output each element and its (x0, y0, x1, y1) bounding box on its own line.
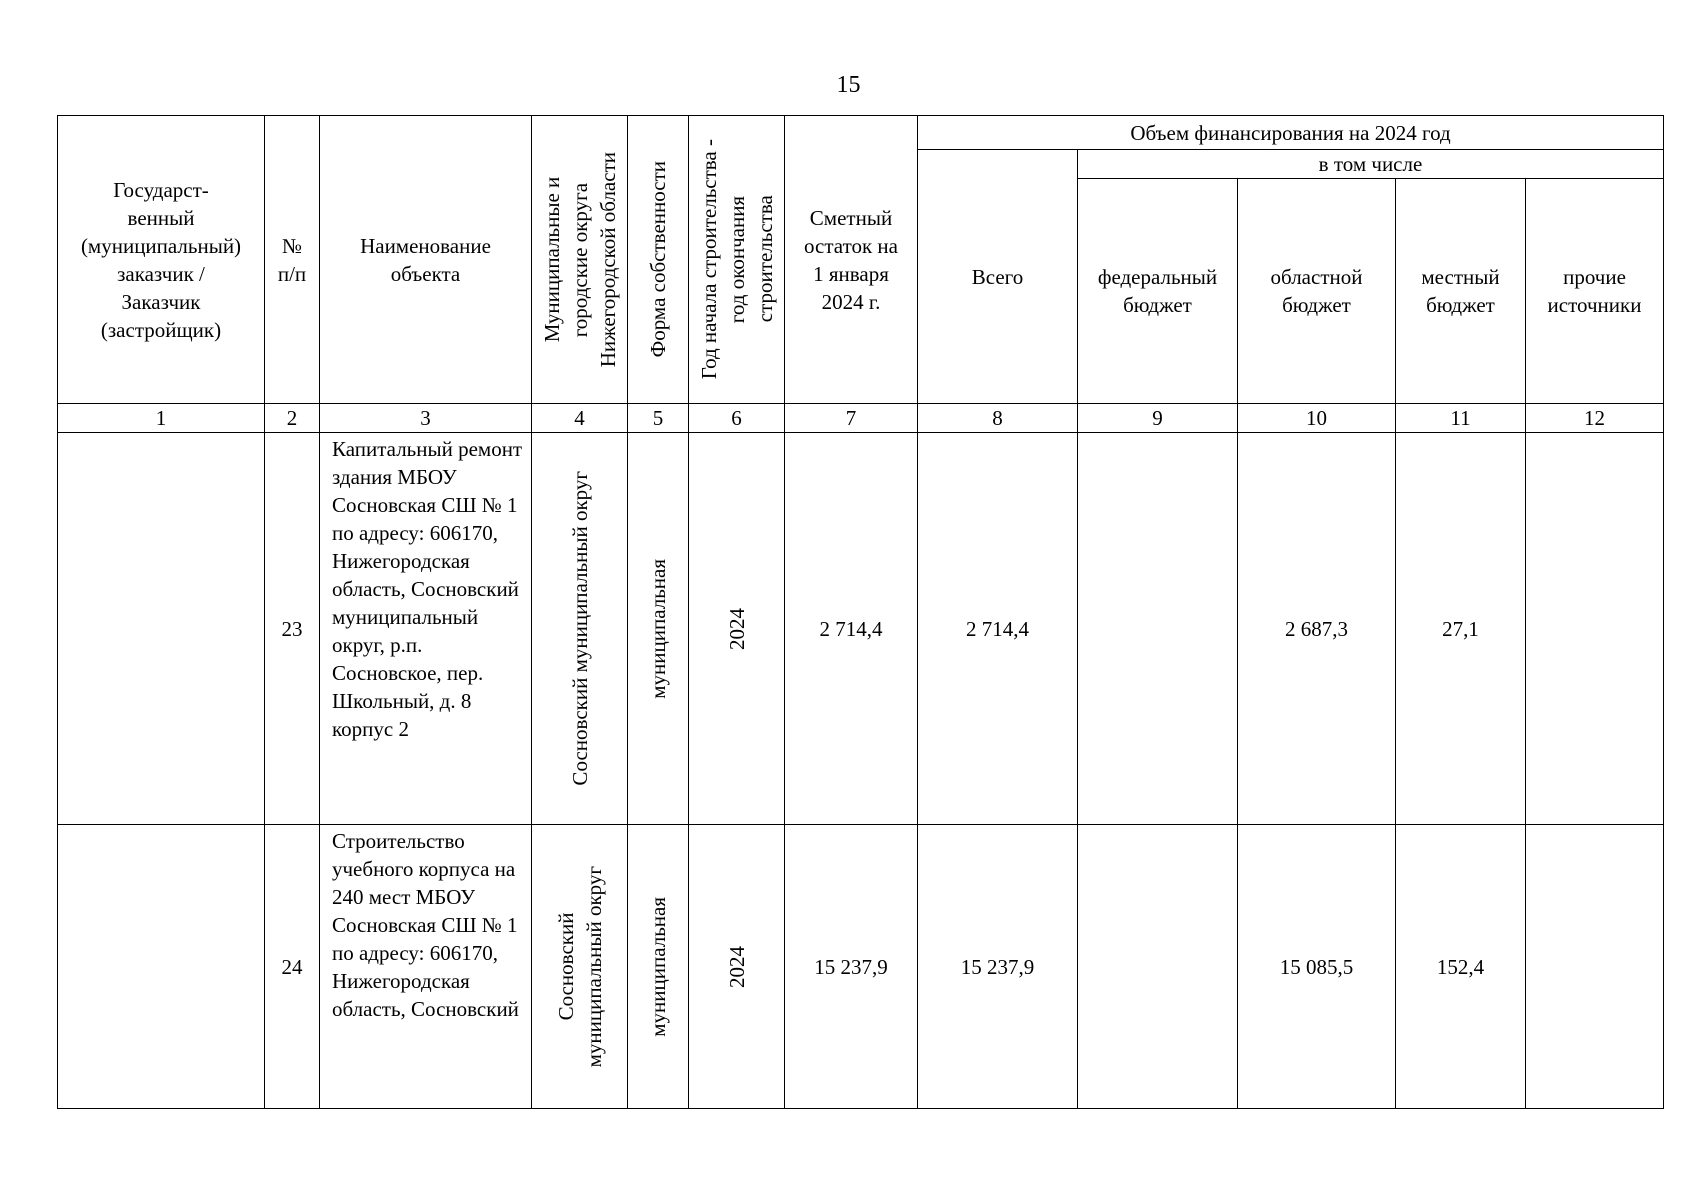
column-number: 1 (58, 404, 265, 433)
row-remaining: 2 714,4 (785, 433, 918, 825)
column-number: 7 (785, 404, 918, 433)
row-name: Капитальный ремонт здания МБОУ Сосновская СШ № 1 по адресу: 606170, Нижегородская область, Сосновский муниципальный округ, р.п. Сосновское, пер. Школьный, д. 8 корпус 2 (320, 433, 532, 825)
row-local: 152,4 (1396, 825, 1526, 1109)
row-district (532, 825, 628, 1109)
header-customer: Государст- венный (муниципальный) заказчик / Заказчик (застройщик) (58, 116, 265, 404)
row-local: 27,1 (1396, 433, 1526, 825)
row-customer (58, 825, 265, 1109)
row-year-text: 2024 (724, 607, 749, 650)
header-local: местный бюджет (1396, 179, 1526, 404)
header-other: прочие источники (1526, 179, 1664, 404)
column-number: 5 (628, 404, 689, 433)
column-number: 9 (1078, 404, 1238, 433)
row-year (689, 433, 785, 825)
row-num: 24 (265, 825, 320, 1109)
row-district-text: Сосновский муниципальный округ (553, 865, 606, 1068)
column-numbers-row (58, 404, 1664, 433)
row-num: 23 (265, 433, 320, 825)
column-number: 11 (1396, 404, 1526, 433)
column-number: 2 (265, 404, 320, 433)
row-remaining: 15 237,9 (785, 825, 918, 1109)
row-name: Строительство учебного корпуса на 240 мест МБОУ Сосновская СШ № 1 по адресу: 606170, Нижегородская область, Сосновский (320, 825, 532, 1109)
column-number: 3 (320, 404, 532, 433)
row-ownership (628, 825, 689, 1109)
row-total: 15 237,9 (918, 825, 1078, 1109)
header-ownership-text: Форма собственности (646, 161, 670, 358)
row-district (532, 433, 628, 825)
header-including: в том числе (1078, 150, 1664, 179)
column-number: 12 (1526, 404, 1664, 433)
header-ownership (628, 116, 689, 404)
header-total: Всего (918, 150, 1078, 404)
row-year-text: 2024 (724, 945, 749, 988)
row-customer (58, 433, 265, 825)
column-number: 8 (918, 404, 1078, 433)
row-regional: 2 687,3 (1238, 433, 1396, 825)
row-regional: 15 085,5 (1238, 825, 1396, 1109)
header-num: № п/п (265, 116, 320, 404)
row-federal (1078, 433, 1238, 825)
header-funding: Объем финансирования на 2024 год (918, 116, 1664, 150)
row-federal (1078, 825, 1238, 1109)
row-ownership-text: муниципальная (646, 896, 670, 1037)
page-number: 15 (836, 72, 861, 98)
table-row (58, 433, 1664, 825)
header-years-text: Год начала строительства - год окончания строительства (696, 139, 777, 380)
header-districts-text: Муниципальные и городские округа Нижегородской области (539, 151, 620, 368)
financing-table (57, 115, 1664, 1109)
header-regional: областной бюджет (1238, 179, 1396, 404)
column-number: 6 (689, 404, 785, 433)
header-federal: федеральный бюджет (1078, 179, 1238, 404)
row-ownership (628, 433, 689, 825)
column-number: 10 (1238, 404, 1396, 433)
row-district-text: Сосновский муниципальный округ (567, 471, 592, 786)
column-number: 4 (532, 404, 628, 433)
table-row (58, 825, 1664, 1109)
row-other (1526, 433, 1664, 825)
header-districts (532, 116, 628, 404)
row-other (1526, 825, 1664, 1109)
row-year (689, 825, 785, 1109)
header-remaining: Сметный остаток на 1 января 2024 г. (785, 116, 918, 404)
header-name: Наименование объекта (320, 116, 532, 404)
row-total: 2 714,4 (918, 433, 1078, 825)
row-ownership-text: муниципальная (646, 558, 670, 699)
header-years (689, 116, 785, 404)
